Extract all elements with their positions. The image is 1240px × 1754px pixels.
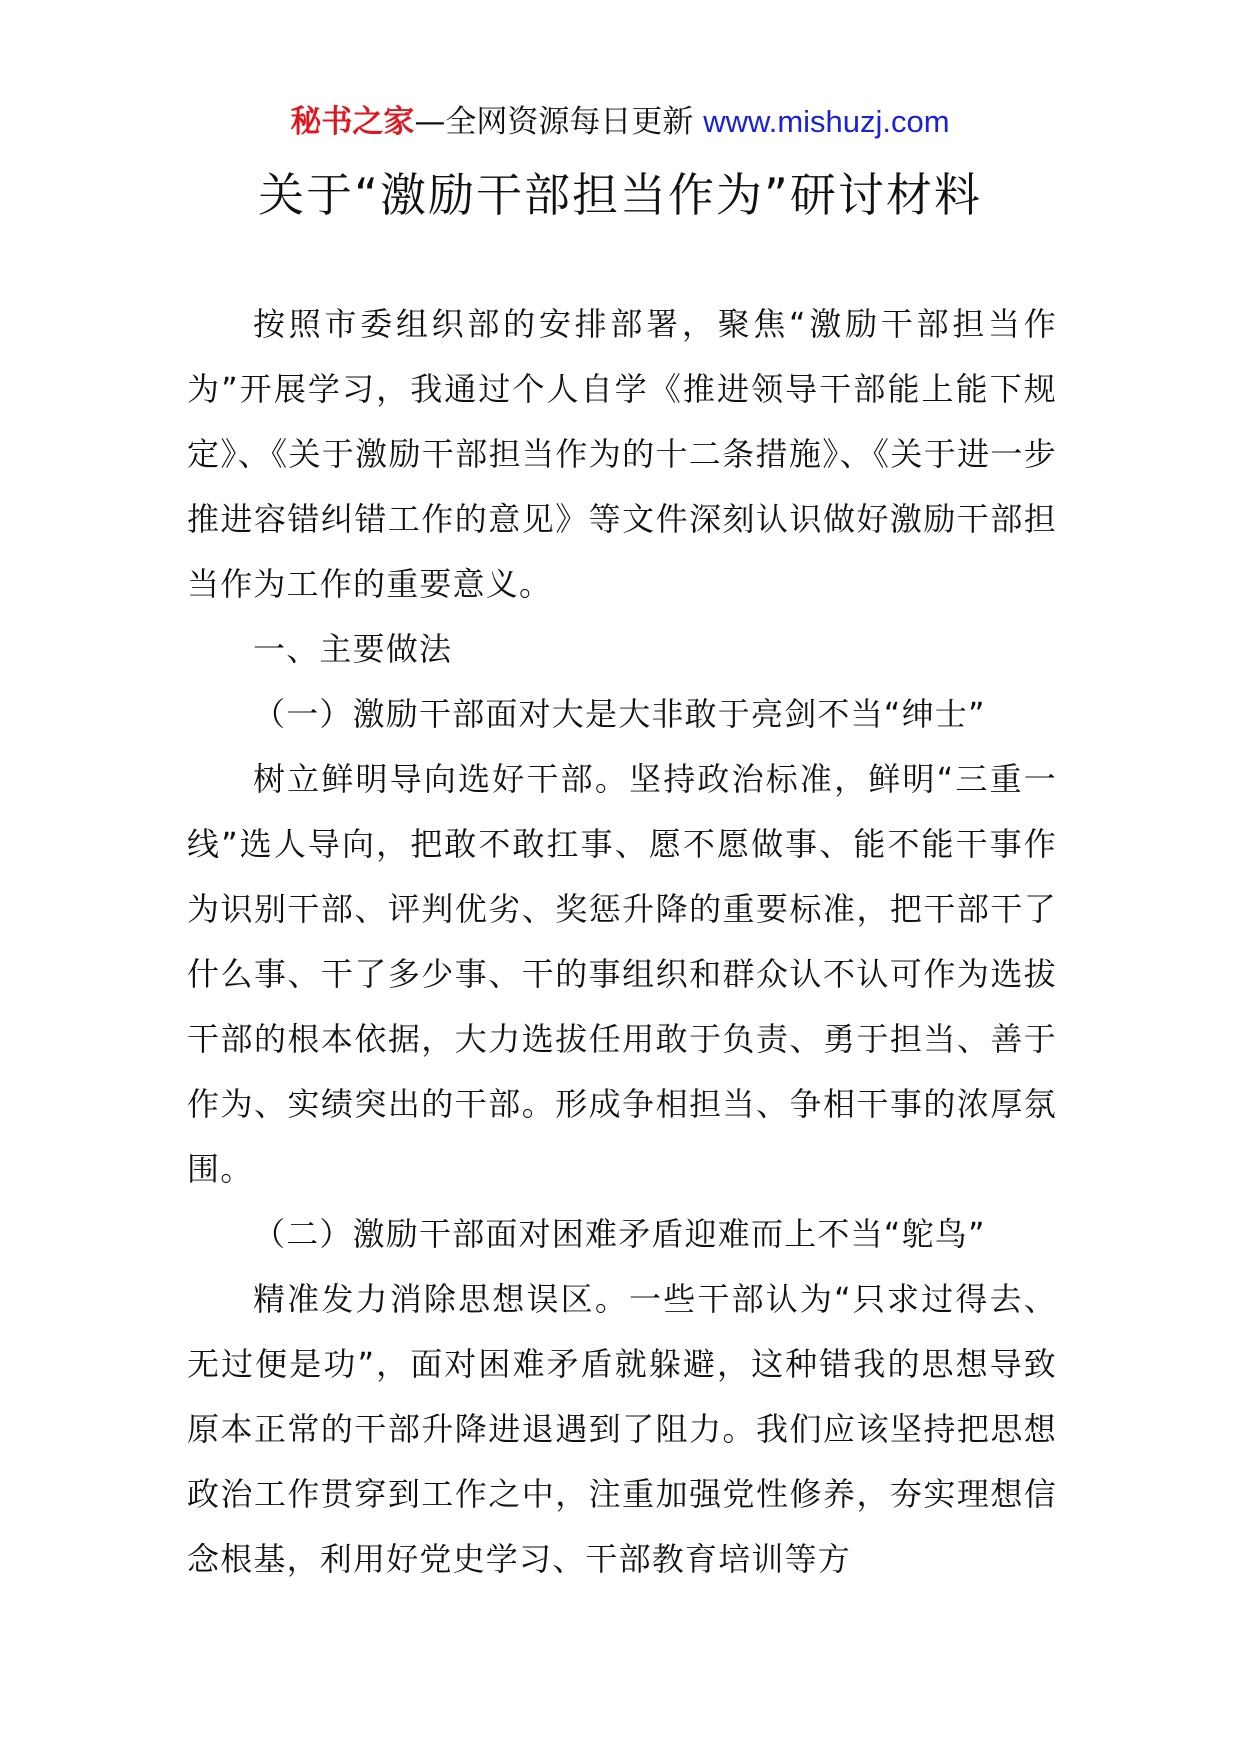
subsection-heading-1: （一）激励干部面对大是大非敢于亮剑不当“绅士” — [253, 695, 986, 733]
brand-name: 秘书之家 — [290, 104, 415, 140]
document-title: 关于“激励干部担当作为”研讨材料 — [258, 168, 982, 222]
body-paragraph-2: 精准发力消除思想误区。一些干部认为“只求过得去、无过便是功”，面对困难矛盾就躲避，这种错我的思想导致原本正常的干部升降进退遇到了阻力。我们应该坚持把思想政治工作贯穿到工作之中，注重加强党性修养，夯实理想信念根基，利用好党史学习、干部教育培训等方 — [187, 1280, 1057, 1578]
brand-tagline: —全网资源每日更新 — [414, 104, 694, 140]
section-heading-main-practices: 一、主要做法 — [253, 630, 453, 668]
body-paragraph-1: 树立鲜明导向选好干部。坚持政治标准，鲜明“三重一线”选人导向，把敢不敢扛事、愿不愿做事、能不能干事作为识别干部、评判优劣、奖惩升降的重要标准，把干部干了什么事、干了多少事、干的事组织和群众认不认可作为选拔干部的根本依据，大力选拔任用敢于负责、勇于担当、善于作为、实绩突出的干部。形成争相担当、争相干事的浓厚氛围。 — [187, 760, 1057, 1188]
site-url[interactable]: www.mishuzj.com — [703, 104, 950, 139]
document-body — [187, 292, 1057, 1592]
intro-paragraph: 按照市委组织部的安排部署，聚焦“激励干部担当作为”开展学习，我通过个人自学《推进领导干部能上能下规定》、《关于激励干部担当作为的十二条措施》、《关于进一步推进容错纠错工作的意见》等文件深刻认识做好激励干部担当作为工作的重要意义。 — [187, 305, 1057, 603]
site-header — [0, 100, 1240, 144]
subsection-heading-2: （二）激励干部面对困难矛盾迎难而上不当“鸵鸟” — [253, 1215, 986, 1253]
